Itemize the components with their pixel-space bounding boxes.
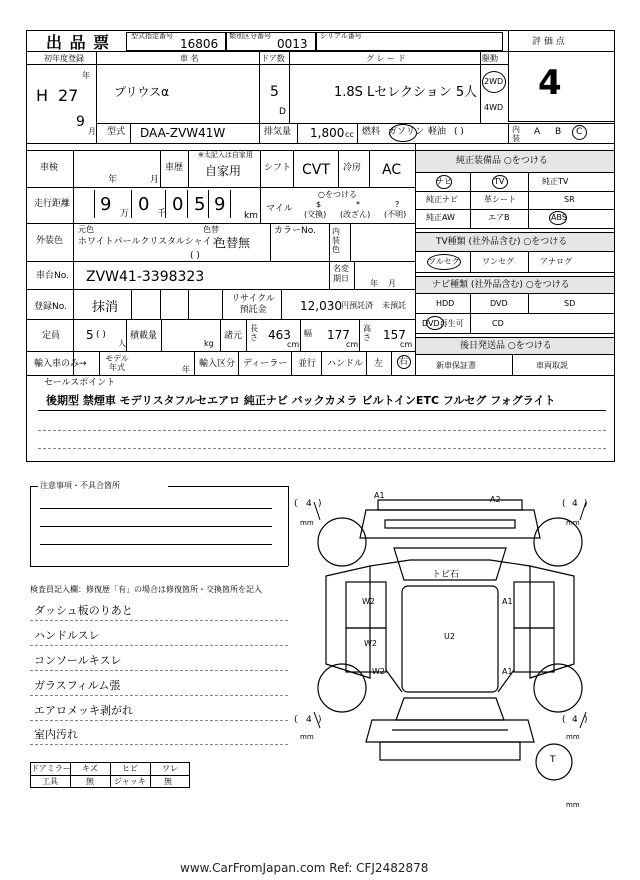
- class-no-label: 類別区分番号: [229, 32, 271, 40]
- equip-fullseg: フルセグ: [428, 257, 460, 266]
- legend-jack: ジャッキ: [114, 777, 146, 786]
- import-label: 輸入車のみ→: [34, 359, 87, 369]
- legend-jack-val: 無: [164, 777, 172, 786]
- grade-value: 1.8S Lセレクション 5人: [334, 85, 478, 100]
- recycle-value: 12,030: [300, 299, 342, 313]
- shaken-month-unit: 月: [150, 175, 160, 185]
- tire-bl-value: 4: [306, 715, 312, 725]
- recycle-status: 円預託済: [341, 301, 373, 310]
- equip-leather: 革シート: [484, 195, 516, 204]
- left-body: [326, 566, 370, 678]
- usage-label: 車歴: [165, 163, 184, 173]
- rear-window: [396, 698, 504, 720]
- type-no-label: 型式指定番号: [131, 32, 173, 40]
- length-label: 長さ: [250, 324, 258, 342]
- spare-mm: mm: [566, 801, 580, 809]
- mileage-man: 万: [120, 209, 130, 219]
- sales-text: 後期型 禁煙車 モデリスタフルセエアロ 純正ナビ バックカメラ ビルトインETC フルセグ フォグライト: [46, 394, 556, 407]
- damage-a1-right1: A1: [502, 597, 513, 606]
- doors-label: ドア数: [261, 54, 285, 63]
- damage-a1-front: A1: [374, 491, 385, 500]
- damage-u2: U2: [444, 632, 455, 641]
- capacity-unit: 人: [118, 339, 126, 348]
- tire-br-paren-close: ): [584, 715, 588, 725]
- color-value: ホワイトパールクリスタルシャイン: [78, 237, 221, 247]
- equip-tv: TV: [494, 177, 505, 186]
- tire-tl-mm: mm: [300, 519, 314, 527]
- tire-br-paren: (: [562, 715, 566, 725]
- import-year-unit: 年: [182, 365, 190, 374]
- light-oil-label: 軽油: [428, 127, 447, 137]
- note-item-3: コンソールキスレ: [34, 654, 122, 667]
- front-hood: [360, 510, 540, 538]
- import-dealer: ディーラー: [243, 359, 288, 369]
- spare-label: T: [550, 755, 556, 765]
- legend-tools-val: 無: [86, 777, 94, 786]
- tire-rear-right: [534, 664, 582, 712]
- ac-label: 冷房: [343, 163, 362, 173]
- color-original-label: 元色: [78, 225, 94, 234]
- mile-opt3b: (不明): [384, 210, 407, 219]
- mileage-label: 走行距離: [34, 199, 71, 209]
- dims-label: 諸元: [224, 331, 243, 341]
- note-item-1: ダッシュ板のりあと: [34, 604, 133, 617]
- height-label: 高さ: [363, 324, 371, 342]
- mile-note: ○をつける: [318, 190, 357, 199]
- chassis-label: 車台No.: [36, 271, 69, 281]
- capacity-paren: ( ): [96, 330, 106, 340]
- doors-suffix: D: [279, 107, 286, 117]
- capacity-value: 5: [86, 328, 94, 342]
- vehicle-name: プリウスα: [114, 85, 170, 99]
- interior-grade-c: C: [576, 127, 583, 137]
- drive-4wd: 4WD: [484, 103, 504, 112]
- damage-a2-front: A2: [490, 495, 501, 504]
- color-change-value: 色替無: [214, 236, 251, 250]
- mileage-digit-5: 9: [214, 194, 226, 215]
- legend-break: ワレ: [162, 764, 178, 773]
- tire-tr-paren-close: ): [584, 499, 588, 509]
- equip-navi-label: ナビ種類 (社外品含む) ○をつける: [432, 280, 570, 290]
- drive-2wd: 2WD: [484, 77, 504, 86]
- serial-label: シリアル番号: [320, 32, 362, 40]
- usage-note: ※太記入は自家用: [198, 151, 253, 159]
- first-reg-year: 27: [58, 86, 79, 105]
- mileage-digit-2: 0: [138, 194, 150, 215]
- length-value: 463: [268, 328, 291, 342]
- handle-label: ハンドル: [327, 359, 364, 369]
- load-label: 積載量: [130, 331, 158, 341]
- shaken-label: 車検: [40, 163, 59, 173]
- reg-label: 登録No.: [34, 302, 67, 312]
- legend-tools: 工具: [42, 777, 58, 786]
- interior-label: 内装: [512, 125, 520, 143]
- mile-opt1b: (交換): [304, 210, 327, 219]
- mileage-digit-3: 0: [172, 194, 184, 215]
- mile-opt3a: ?: [395, 200, 400, 209]
- legend-crack: ヒビ: [122, 764, 138, 773]
- grade-label: グ レ ー ド: [366, 54, 406, 63]
- tire-br-value: 4: [572, 715, 578, 725]
- equip-later-label: 後日発送品 ○をつける: [460, 341, 552, 351]
- mileage-digit-4: 5: [194, 194, 206, 215]
- name-change-year: 年: [370, 279, 378, 288]
- mileage-sen: 千: [157, 209, 167, 219]
- equip-dvd: DVD: [490, 299, 508, 308]
- shaken-year-unit: 年: [108, 175, 118, 185]
- interior-grade-b: B: [555, 127, 562, 137]
- footer-watermark: www.CarFromJapan.com Ref: CFJ2482878: [180, 861, 429, 875]
- damage-w2-left3: W2: [372, 667, 385, 676]
- fuel-value: ガソリン: [388, 127, 425, 137]
- tire-tl-paren-close: ): [318, 499, 322, 509]
- damage-a1-right2: A1: [502, 667, 513, 676]
- first-reg-month-unit: 月: [88, 127, 96, 136]
- handle-left: 左: [374, 359, 384, 369]
- left-rear-door: [346, 628, 386, 672]
- tire-tr-value: 4: [572, 499, 578, 509]
- car-diagram: [290, 480, 610, 820]
- equip-manual: 車両取説: [536, 361, 568, 370]
- recycle-label: リサイクル預託金: [231, 294, 275, 315]
- mileage-digit-1: 9: [100, 194, 112, 215]
- tire-br-mm: mm: [566, 733, 580, 741]
- sales-label: セールスポイント: [44, 378, 116, 388]
- equip-tv-label: TV種類 (社外品含む) ○をつける: [436, 237, 568, 247]
- rear-bumper: [380, 742, 520, 760]
- equip-abs: ABS: [551, 213, 567, 222]
- equip-genuine-navi: 純正ナビ: [426, 195, 458, 204]
- equip-hdd: HDD: [436, 299, 455, 308]
- drive-label: 駆動: [482, 54, 498, 63]
- color-no-label: カラーNo.: [274, 226, 316, 236]
- first-reg-year-unit: 年: [82, 71, 90, 80]
- equip-oneseg: ワンセグ: [482, 257, 514, 266]
- tire-tl-value: 4: [306, 499, 312, 509]
- equip-genuine-tv: 純正TV: [542, 177, 569, 186]
- trunk: [366, 720, 534, 742]
- doors-value: 5: [270, 84, 279, 100]
- recycle-unpaid: 未預託: [382, 301, 406, 310]
- mile-opt2b: (改ざん): [340, 210, 371, 219]
- color-change-label: 色替: [203, 225, 219, 234]
- name-change-month: 月: [388, 279, 396, 288]
- mile-opt1a: $: [316, 200, 322, 209]
- equip-genuine-label: 純正装備品 ○をつける: [456, 156, 548, 166]
- score-value: 4: [538, 63, 562, 103]
- load-unit: kg: [204, 339, 214, 348]
- right-front-door: [514, 582, 554, 628]
- first-reg-label: 初年度登録: [44, 54, 84, 63]
- width-label: 幅: [304, 329, 312, 338]
- shift-label: シフト: [264, 163, 292, 173]
- legend-mirror: ドアミラー: [31, 764, 71, 773]
- note-item-5: エアロメッキ剥がれ: [34, 704, 133, 717]
- equip-cd: CD: [492, 319, 504, 328]
- equip-navi: ナビ: [436, 177, 452, 186]
- width-value: 177: [327, 328, 350, 342]
- inspector-label: 検査員記入欄：修復歴「有」の場合は修復箇所・交換箇所を記入: [30, 585, 262, 594]
- model-label: 型式: [107, 127, 126, 137]
- equip-dvd-play: DVD再生可: [422, 319, 464, 328]
- tire-tl-paren: (: [294, 499, 298, 509]
- height-value: 157: [383, 328, 406, 342]
- model-value: DAA-ZVW41W: [140, 126, 226, 140]
- first-reg-era: H: [36, 86, 49, 105]
- width-cm: cm: [346, 340, 359, 349]
- color-paren: ( ): [190, 251, 200, 261]
- score-label: 評 価 点: [532, 37, 565, 47]
- notes-label: 注意事項・不具合箇所: [40, 481, 120, 490]
- equip-sd: SD: [564, 299, 576, 308]
- ac-value: AC: [382, 162, 402, 178]
- mileage-km: km: [244, 211, 258, 221]
- tire-tr-mm: mm: [566, 519, 580, 527]
- import-parallel: 並行: [298, 359, 317, 369]
- light-oil-paren: ( ): [454, 127, 464, 137]
- height-cm: cm: [400, 340, 413, 349]
- damage-w2-left2: W2: [364, 639, 377, 648]
- reg-value: 抹消: [92, 300, 119, 315]
- interior-color-label: 内装色: [332, 227, 340, 254]
- tire-bl-paren-close: ): [318, 715, 322, 725]
- import-type-label: 輸入区分: [199, 359, 236, 369]
- tire-rear-left: [318, 664, 366, 712]
- damage-windshield: トビ石: [432, 570, 460, 580]
- type-no-value: 16806: [180, 37, 219, 51]
- model-year-label: モデル年式: [105, 354, 129, 372]
- class-no-value: 0013: [277, 37, 308, 51]
- equip-airbag: エアB: [488, 213, 510, 222]
- tire-tr-paren: (: [562, 499, 566, 509]
- shift-value: CVT: [302, 162, 330, 178]
- name-change-label: 名変期日: [333, 264, 349, 283]
- equip-sr: SR: [564, 195, 575, 204]
- usage-value: 自家用: [205, 164, 242, 178]
- fuel-label: 燃料: [362, 127, 381, 137]
- capacity-label: 定員: [42, 331, 61, 341]
- length-cm: cm: [287, 340, 300, 349]
- right-body: [530, 566, 574, 678]
- note-item-4: ガラスフィルム張: [34, 679, 121, 692]
- tire-bl-paren: (: [294, 715, 298, 725]
- mile-opt2a: *: [356, 200, 360, 209]
- handle-right: 右: [399, 357, 409, 367]
- equip-warranty: 新車保証書: [436, 361, 476, 370]
- note-item-6: 室内汚れ: [34, 728, 78, 741]
- tire-bl-mm: mm: [300, 733, 314, 741]
- note-item-2: ハンドルスレ: [34, 629, 100, 642]
- legend-scratch: キズ: [82, 764, 98, 773]
- interior-grade-a: A: [534, 127, 541, 137]
- color-label: 外装色: [36, 236, 64, 246]
- chassis-value: ZVW41-3398323: [86, 269, 205, 285]
- first-reg-month: 9: [76, 114, 85, 130]
- equip-genuine-aw: 純正AW: [426, 213, 455, 222]
- name-label: 車 名: [180, 54, 199, 63]
- mile-label: マイル: [266, 204, 293, 214]
- equip-analog: アナログ: [540, 257, 572, 266]
- tire-front-left: [318, 518, 366, 566]
- displacement-value: 1,800: [310, 126, 345, 140]
- damage-w2-left1: W2: [362, 597, 375, 606]
- form-title: 出 品 票: [46, 33, 111, 52]
- right-rear-door: [514, 628, 554, 672]
- displacement-unit: cc: [345, 130, 354, 139]
- displacement-label: 排気量: [264, 127, 292, 137]
